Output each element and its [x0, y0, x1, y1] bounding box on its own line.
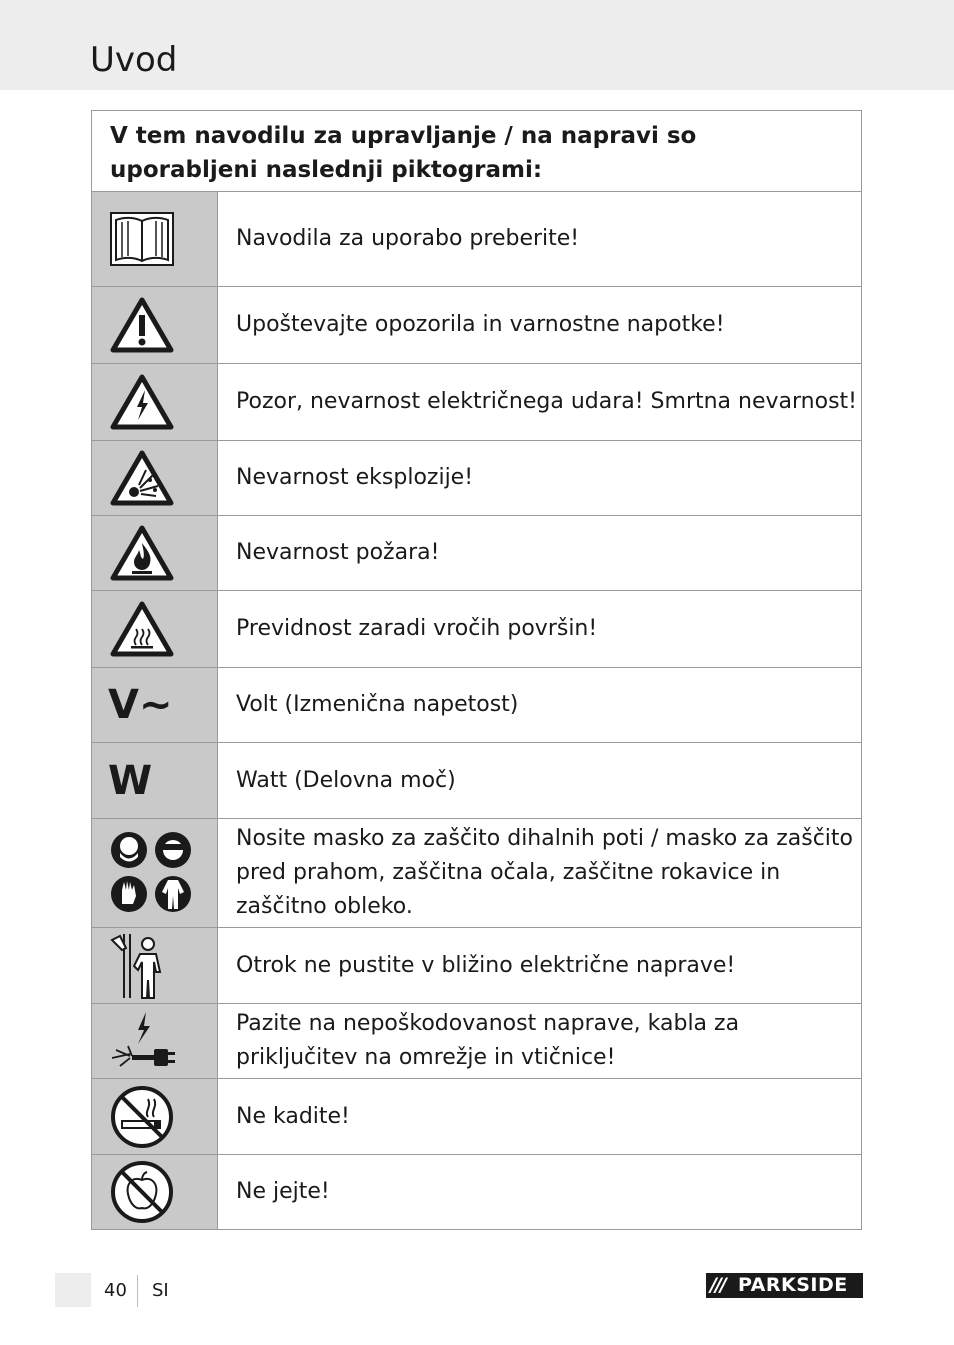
row-text: Ne kadite! — [218, 1079, 862, 1155]
row-text: Previdnost zaradi vročih površin! — [218, 591, 862, 668]
row-text: Otrok ne pustite v bližino električne naprave! — [218, 928, 862, 1004]
row-text: Upoštevajte opozorila in varnostne napotke! — [218, 287, 862, 364]
volt-ac-icon: V~ — [108, 682, 173, 728]
brand-logo — [706, 1273, 863, 1298]
page-title: Uvod — [90, 40, 178, 80]
table-row — [92, 591, 862, 668]
table-row — [92, 1004, 862, 1079]
table-row — [92, 1079, 862, 1155]
row-text: Nevarnost eksplozije! — [218, 441, 862, 516]
book-icon — [110, 212, 174, 266]
explosion-warning-icon — [110, 450, 174, 506]
warning-exclamation-icon — [110, 297, 174, 353]
protective-clothing-icon — [155, 876, 191, 912]
watt-icon: W — [108, 757, 153, 804]
hot-surface-warning-icon — [110, 601, 174, 657]
table-row — [92, 928, 862, 1004]
table-row — [92, 668, 862, 743]
protective-gloves-icon — [111, 876, 147, 912]
row-text: Pozor, nevarnost električnega udara! Smrtna nevarnost! — [218, 364, 862, 441]
row-text: Volt (Izmenična napetost) — [218, 668, 862, 743]
keep-children-away-icon — [110, 932, 170, 1000]
no-eating-icon — [110, 1160, 174, 1224]
table-row — [92, 743, 862, 819]
table-row — [92, 819, 862, 928]
brand-mark: /// — [710, 1274, 725, 1296]
table-row — [92, 364, 862, 441]
row-text: Nosite masko za zaščito dihalnih poti / masko za zaščito pred prahom, zaščitna očala, zaščitne rokavice in zaščitno obleko. — [218, 819, 862, 928]
footer-box — [55, 1273, 91, 1307]
footer-divider — [137, 1275, 138, 1307]
page-number: 40 — [104, 1280, 127, 1301]
row-text: Watt (Delovna moč) — [218, 743, 862, 819]
table-row — [92, 192, 862, 287]
protective-equipment-icons — [110, 830, 194, 916]
row-text: Navodila za uporabo preberite! — [218, 192, 862, 287]
row-text: Pazite na nepoškodovanost naprave, kabla za priključitev na omrežje in vtičnice! — [218, 1004, 862, 1079]
table-row — [92, 516, 862, 591]
damaged-cable-icon — [110, 1010, 176, 1072]
table-row — [92, 287, 862, 364]
safety-goggles-icon — [155, 832, 191, 868]
no-smoking-icon — [110, 1085, 174, 1149]
fire-warning-icon — [110, 525, 174, 581]
pictogram-table — [91, 110, 862, 1230]
table-heading: V tem navodilu za upravljanje / na napravi so uporabljeni naslednji piktogrami: — [92, 111, 862, 192]
table-row — [92, 1155, 862, 1230]
electric-shock-warning-icon — [110, 374, 174, 430]
row-text: Ne jejte! — [218, 1155, 862, 1230]
language-code: SI — [152, 1280, 169, 1301]
table-row — [92, 441, 862, 516]
respiratory-mask-icon — [111, 832, 147, 868]
brand-name: PARKSIDE — [738, 1274, 848, 1296]
row-text: Nevarnost požara! — [218, 516, 862, 591]
